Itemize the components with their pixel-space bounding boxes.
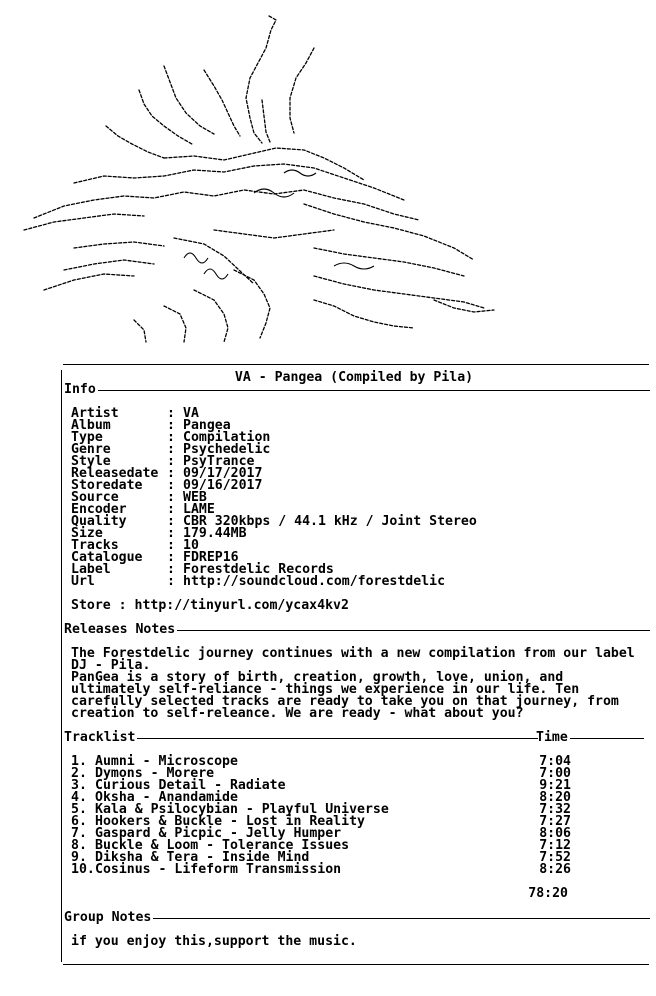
info-row xyxy=(71,420,477,432)
left-border xyxy=(61,370,62,962)
group-notes-section-header xyxy=(64,912,650,924)
info-value: 179.44MB xyxy=(183,526,247,541)
info-key: Tracks xyxy=(71,538,119,553)
info-value: Psychedelic xyxy=(183,442,271,457)
info-value: FDREP16 xyxy=(183,550,239,565)
track-title: Diksha & Tera - Inside Mind xyxy=(95,850,310,865)
group-notes: if you enjoy this,support the music. xyxy=(71,934,357,949)
info-key: Releasedate xyxy=(71,466,159,481)
track-number: 3. xyxy=(71,778,87,793)
info-row xyxy=(71,576,477,588)
info-row xyxy=(71,444,477,456)
info-value: PsyTrance xyxy=(183,454,255,469)
info-separator: : xyxy=(167,514,175,529)
info-value: CBR 320kbps / 44.1 kHz / Joint Stereo xyxy=(183,514,477,529)
bottom-rule xyxy=(63,964,649,965)
info-key: Label xyxy=(71,562,111,577)
track-number: 10. xyxy=(71,862,95,877)
info-key: Size xyxy=(71,526,103,541)
info-separator: : xyxy=(167,502,175,517)
time-heading: Time xyxy=(536,730,568,745)
tracklist-heading: Tracklist xyxy=(64,730,136,745)
track-time: 7:04 xyxy=(539,754,571,769)
info-row xyxy=(71,408,477,420)
track-number: 9. xyxy=(71,850,87,865)
track-title: Curious Detail - Radiate xyxy=(95,778,286,793)
info-value: VA xyxy=(183,406,199,421)
info-value: 09/16/2017 xyxy=(183,478,263,493)
info-separator: : xyxy=(167,538,175,553)
track-time: 7:00 xyxy=(539,766,571,781)
info-key: Artist xyxy=(71,406,119,421)
info-separator: : xyxy=(167,454,175,469)
tracklist xyxy=(71,756,571,876)
track-title: Dymons - Morere xyxy=(95,766,215,781)
track-title: Cosinus - Lifeform Transmission xyxy=(95,862,342,877)
info-value: Forestdelic Records xyxy=(183,562,334,577)
info-value: 09/17/2017 xyxy=(183,466,263,481)
track-number: 2. xyxy=(71,766,87,781)
info-separator: : xyxy=(167,526,175,541)
info-value[interactable]: http://soundcloud.com/forestdelic xyxy=(183,574,446,589)
track-number: 6. xyxy=(71,814,87,829)
track-time: 7:12 xyxy=(539,838,571,853)
info-key: Quality xyxy=(71,514,127,529)
info-key: Album xyxy=(71,418,111,433)
info-separator: : xyxy=(167,574,175,589)
release-notes-line: creation to self-releance. We are ready - what about you? xyxy=(71,706,524,721)
info-key: Encoder xyxy=(71,502,127,517)
track-title: Kala & Psilocybian - Playful Universe xyxy=(95,802,389,817)
track-row xyxy=(71,864,571,876)
info-separator: : xyxy=(167,418,175,433)
info-value: LAME xyxy=(183,502,215,517)
release-notes-line: The Forestdelic journey continues with a new compilation from our label xyxy=(71,646,635,661)
info-heading: Info xyxy=(64,382,96,397)
info-key: Url xyxy=(71,574,95,589)
info-row xyxy=(71,432,477,444)
track-time: 7:27 xyxy=(539,814,571,829)
info-separator: : xyxy=(167,490,175,505)
info-value: 10 xyxy=(183,538,199,553)
release-notes-heading: Releases Notes xyxy=(64,622,176,637)
info-row xyxy=(71,528,477,540)
track-number: 7. xyxy=(71,826,87,841)
info-key: Type xyxy=(71,430,103,445)
track-number: 8. xyxy=(71,838,87,853)
info-key: Storedate xyxy=(71,478,143,493)
track-time: 8:20 xyxy=(539,790,571,805)
info-separator: : xyxy=(167,550,175,565)
release-notes-line: ultimately self-reliance - things we experience in our life. Ten xyxy=(71,682,580,697)
release-notes-line: PanGea is a story of birth, creation, growth, love, union, and xyxy=(71,670,564,685)
info-fields xyxy=(71,408,477,588)
track-title: Oksha - Anandamide xyxy=(95,790,238,805)
release-notes xyxy=(71,648,635,720)
track-time: 8:06 xyxy=(539,826,571,841)
info-value: Pangea xyxy=(183,418,231,433)
info-separator: : xyxy=(167,430,175,445)
info-separator: : xyxy=(167,466,175,481)
info-separator: : xyxy=(167,562,175,577)
info-row xyxy=(71,516,477,528)
track-time: 7:52 xyxy=(539,850,571,865)
track-title: Gaspard & Picpic - Jelly Humper xyxy=(95,826,342,841)
total-time: 78:20 xyxy=(528,886,568,901)
nfo-body xyxy=(58,364,650,966)
track-number: 4. xyxy=(71,790,87,805)
track-number: 1. xyxy=(71,754,87,769)
info-separator: : xyxy=(167,442,175,457)
info-key: Catalogue xyxy=(71,550,143,565)
info-separator: : xyxy=(167,478,175,493)
track-time: 9:21 xyxy=(539,778,571,793)
release-notes-section-header xyxy=(64,624,650,636)
track-number: 5. xyxy=(71,802,87,817)
track-title: Aumni - Microscope xyxy=(95,754,238,769)
release-notes-line: carefully selected tracks are ready to take you on that journey, from xyxy=(71,694,619,709)
track-time: 7:32 xyxy=(539,802,571,817)
track-title: Buckle & Loom - Tolerance Issues xyxy=(95,838,350,853)
info-separator: : xyxy=(167,406,175,421)
store-line: Store : http://tinyurl.com/ycax4kv2 xyxy=(71,598,349,613)
release-title: VA - Pangea (Compiled by Pila) xyxy=(234,370,474,385)
info-value: WEB xyxy=(183,490,207,505)
info-key: Source xyxy=(71,490,119,505)
group-notes-heading: Group Notes xyxy=(64,910,152,925)
track-title: Hookers & Buckle - Lost in Reality xyxy=(95,814,365,829)
info-value: Compilation xyxy=(183,430,271,445)
info-row xyxy=(71,492,477,504)
release-notes-line: DJ - Pila. xyxy=(71,658,151,673)
ascii-art-logo xyxy=(14,8,514,353)
track-time: 8:26 xyxy=(539,862,571,877)
info-section-header xyxy=(64,384,650,396)
info-row xyxy=(71,480,477,492)
info-key: Style xyxy=(71,454,111,469)
info-key: Genre xyxy=(71,442,111,457)
top-rule xyxy=(63,364,649,365)
